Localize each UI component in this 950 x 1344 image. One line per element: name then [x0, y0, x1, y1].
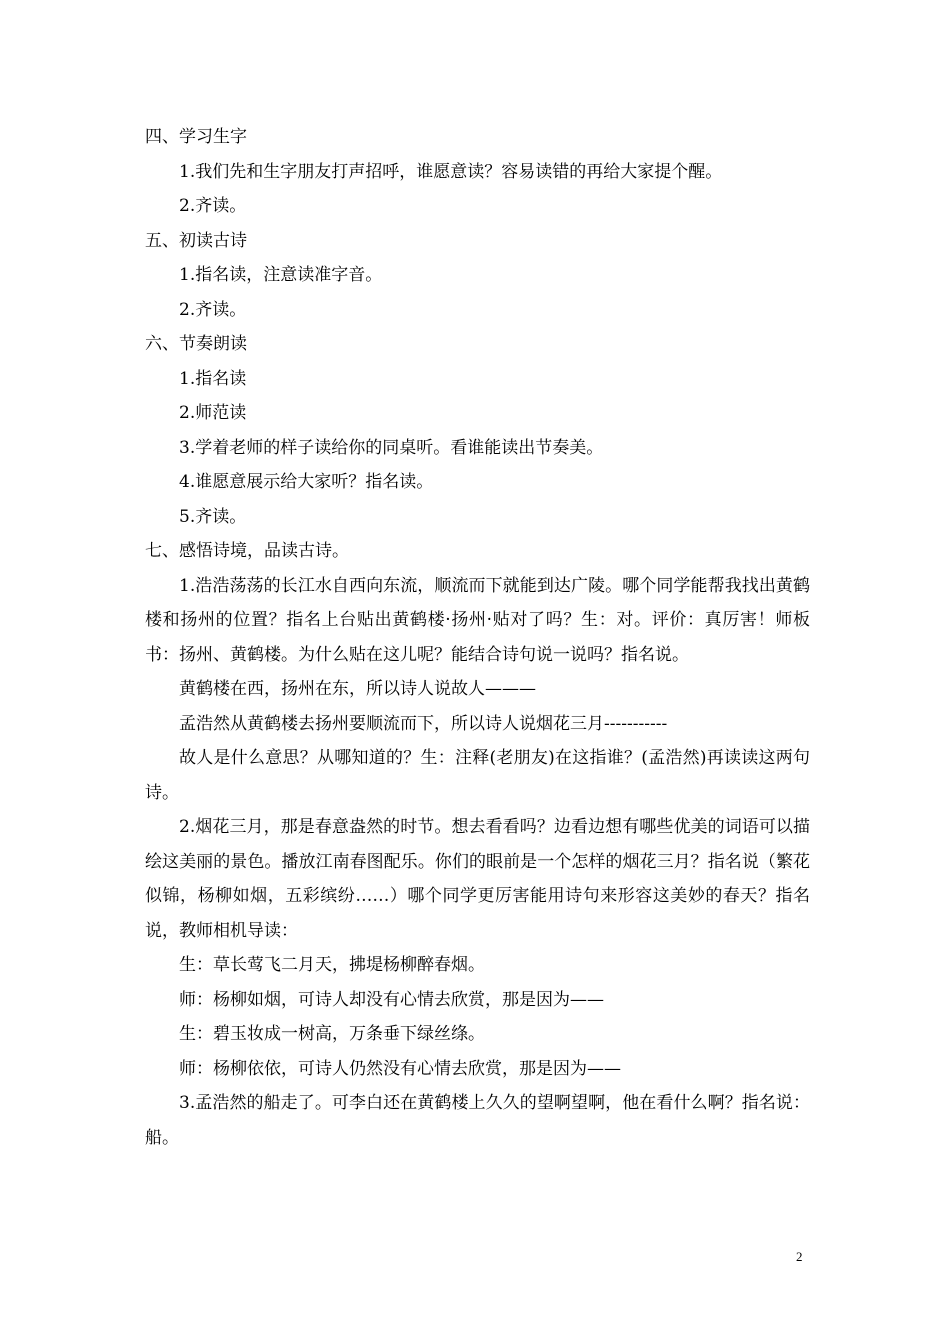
- paragraph: 2.烟花三月，那是春意盎然的时节。想去看看吗？边看边想有哪些优美的词语可以描绘这美丽的景色。播放江南春图配乐。你们的眼前是一个怎样的烟花三月？指名说（繁花似锦，杨柳如烟，五彩缤纷……）哪个同学更厉害能用诗句来形容这美妙的春天？指名说，教师相机导读：: [145, 817, 810, 941]
- document-body: [145, 120, 810, 1155]
- paragraph: 3.孟浩然的船走了。可李白还在黄鹤楼上久久的望啊望啊，他在看什么啊？指名说：船。: [145, 1093, 810, 1148]
- list-item: 1.指名读: [179, 368, 247, 389]
- list-item: 2.齐读。: [179, 196, 247, 216]
- section-heading-5: 五、初读古诗: [145, 230, 247, 251]
- dialogue-line: 生：草长莺飞二月天，拂堤杨柳醉春烟。: [179, 955, 485, 975]
- list-item: 1.指名读，注意读准字音。: [179, 265, 383, 285]
- section-heading-6: 六、节奏朗读: [145, 334, 247, 354]
- paragraph: 1.浩浩荡荡的长江水自西向东流，顺流而下就能到达广陵。哪个同学能帮我找出黄鹤楼和扬州的位置？指名上台贴出黄鹤楼·扬州·贴对了吗？生：对。评价：真厉害！师板书：扬州、黄鹤楼。为什么贴在这儿呢？能结合诗句说一说吗？指名说。: [145, 575, 810, 665]
- page-number: 2: [796, 1249, 803, 1264]
- dialogue-line: 师：杨柳如烟，可诗人却没有心情去欣赏，那是因为——: [179, 989, 604, 1010]
- list-item: 2.齐读。: [179, 299, 247, 320]
- paragraph: 黄鹤楼在西，扬州在东，所以诗人说故人———: [179, 679, 536, 699]
- dialogue-line: 生：碧玉妆成一树高，万条垂下绿丝绦。: [179, 1024, 485, 1044]
- list-item: 1.我们先和生字朋友打声招呼，谁愿意读？容易读错的再给大家提个醒。: [179, 161, 723, 182]
- dialogue-line: 师：杨柳依依，可诗人仍然没有心情去欣赏，那是因为——: [179, 1058, 621, 1079]
- list-item: 5.齐读。: [179, 506, 247, 527]
- list-item: 3.学着老师的样子读给你的同桌听。看谁能读出节奏美。: [179, 437, 604, 458]
- section-heading-7: 七、感悟诗境，品读古诗。: [145, 541, 349, 561]
- list-item: 2.师范读: [179, 403, 247, 423]
- paragraph: 孟浩然从黄鹤楼去扬州要顺流而下，所以诗人说烟花三月-----------: [179, 713, 668, 734]
- list-item: 4.谁愿意展示给大家听？指名读。: [179, 472, 434, 492]
- paragraph: 故人是什么意思？从哪知道的？生：注释(老朋友)在这指谁？(孟浩然)再读读这两句诗。: [145, 748, 810, 803]
- section-heading-4: 四、学习生字: [145, 127, 247, 147]
